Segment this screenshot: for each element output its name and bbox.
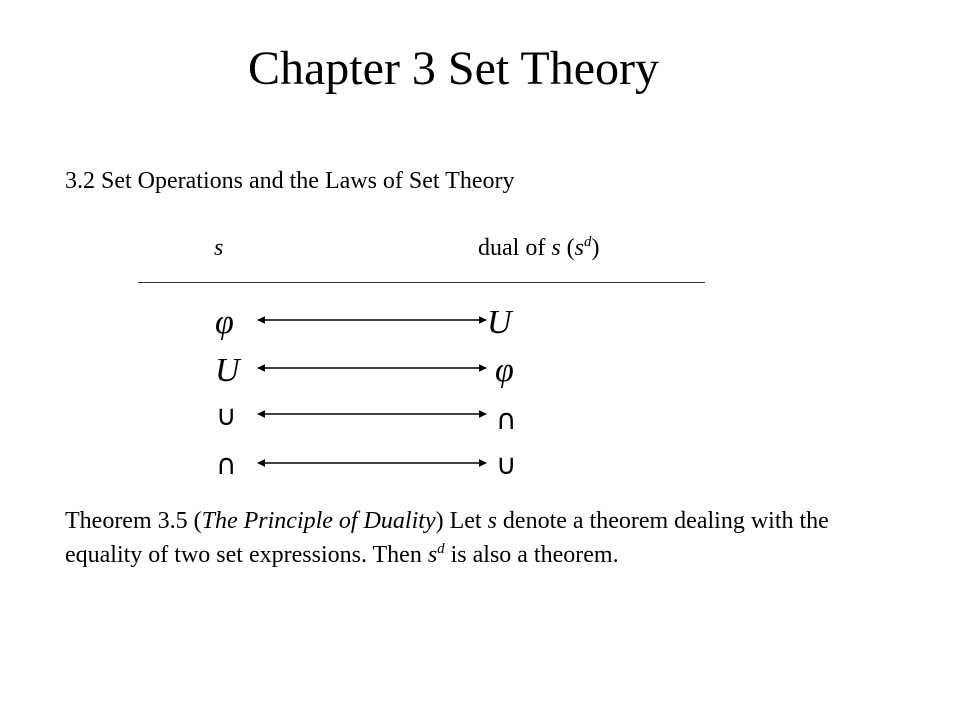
column-header-dual-close: ) [591, 235, 600, 261]
row-2-right-symbol: φ [495, 352, 514, 389]
row-4-left-symbol: ∩ [216, 448, 237, 481]
column-header-dual-base: s [574, 235, 584, 261]
row-3-right-symbol: ∩ [496, 403, 517, 436]
theorem-text-2: denote a theorem dealing with the equality of two set expressions. Then [65, 508, 829, 568]
theorem-variable-sd-sup: d [437, 540, 445, 557]
column-header-dual-prefix: dual of [478, 235, 552, 261]
theorem-text-3: is also a theorem. [444, 542, 619, 568]
row-4-right-symbol: ∪ [496, 448, 517, 481]
theorem-variable-s: s [487, 508, 497, 534]
theorem-variable-sd-base: s [427, 542, 438, 568]
column-header-s: s [214, 235, 224, 261]
row-1-left-symbol: φ [215, 304, 234, 341]
column-header-dual-sup: d [584, 233, 592, 250]
theorem-prefix: Theorem 3.5 ( [65, 508, 202, 534]
page-title: Chapter 3 Set Theory [247, 42, 660, 95]
row-1-right-symbol: U [487, 304, 512, 341]
row-3-left-symbol: ∪ [216, 399, 237, 432]
column-header-dual-open: ( [560, 235, 575, 261]
column-header-dual-var: s [551, 235, 561, 261]
column-header-dual [478, 234, 599, 263]
section-heading: 3.2 Set Operations and the Laws of Set Theory [65, 168, 515, 194]
header-divider [138, 282, 705, 283]
theorem-paragraph [65, 504, 895, 572]
row-2-left-symbol: U [215, 352, 240, 389]
theorem-name: The Principle of Duality [201, 508, 436, 534]
theorem-text-1: ) Let [435, 508, 488, 534]
